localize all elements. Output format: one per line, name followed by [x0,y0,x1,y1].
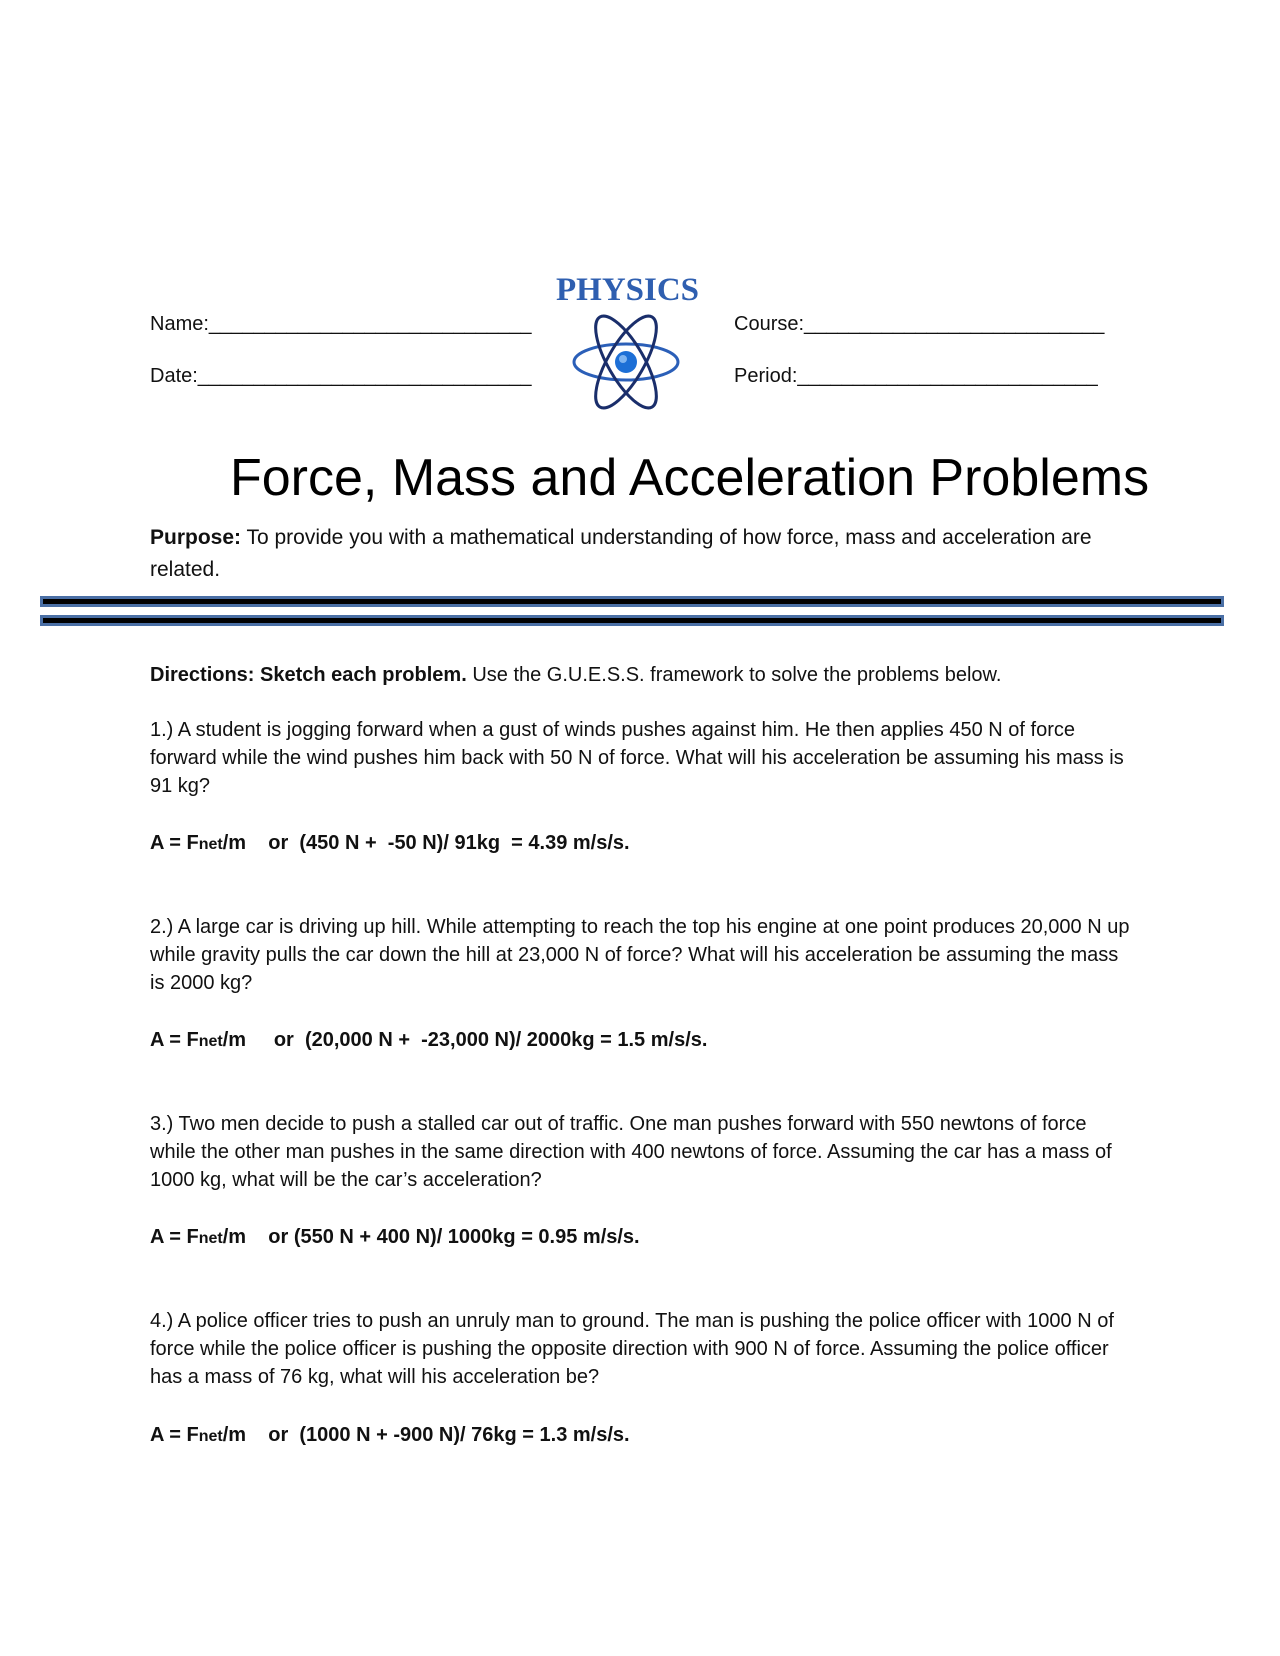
answer-prefix: A = F [150,1226,199,1248]
problem-3-answer [150,1224,640,1252]
directions-label: Directions: Sketch each problem. [150,664,467,686]
page-title: Force, Mass and Acceleration Problems [230,449,1150,507]
problem-3-question: 3.) Two men decide to push a stalled car out of traffic. One man pushes forward with 550 newtons of force while the other man pushes in the same direction with 400 newtons of force. Assuming the car has a mass of 1000 kg, what will be the car’s acceleration? [150,1113,1112,1191]
problem-2-answer [150,1027,707,1055]
date-field[interactable]: Date:______________________________ [150,365,532,387]
answer-sub: net [198,836,223,853]
problem-4-question: 4.) A police officer tries to push an unruly man to ground. The man is pushing the police officer with 1000 N of force while the police officer is pushing the opposite direction with 900 N of force. Assuming the police officer has a mass of 76 kg, what will his acceleration be? [150,1310,1114,1388]
name-field[interactable]: Name:_____________________________ [150,313,532,335]
answer-sub: net [198,1033,223,1050]
purpose-text: To provide you with a mathematical understanding of how force, mass and acceleration are related. [150,526,1092,581]
physics-logo [556,272,700,422]
answer-sub: net [198,1428,223,1445]
atom-icon [570,306,682,418]
period-field[interactable]: Period:___________________________ [734,365,1098,387]
purpose-label: Purpose: [150,526,242,549]
answer-rest: /m or (1000 N + -900 N)/ 76kg = 1.3 m/s/s. [222,1424,630,1446]
course-field[interactable]: Course:___________________________ [734,313,1105,335]
answer-sub: net [198,1230,223,1247]
answer-rest: /m or (20,000 N + -23,000 N)/ 2000kg = 1.5 m/s/s. [222,1029,708,1051]
problem-1-question: 1.) A student is jogging forward when a gust of winds pushes against him. He then applies 450 N of force forward while the wind pushes him back with 50 N of force. What will his acceleration be assuming his mass is 91 kg? [150,719,1124,797]
directions [150,662,1001,688]
answer-rest: /m or (550 N + 400 N)/ 1000kg = 0.95 m/s/s. [222,1226,640,1248]
divider-top [40,596,1224,607]
directions-text: Use the G.U.E.S.S. framework to solve the problems below. [466,664,1002,686]
logo-text: PHYSICS [556,272,700,308]
divider-bottom [40,615,1224,626]
answer-prefix: A = F [150,832,199,854]
answer-prefix: A = F [150,1424,199,1446]
problem-4-answer [150,1422,630,1450]
problem-1-answer [150,830,630,858]
purpose-paragraph [150,522,1120,586]
answer-prefix: A = F [150,1029,199,1051]
answer-rest: /m or (450 N + -50 N)/ 91kg = 4.39 m/s/s. [222,832,630,854]
problem-2-question: 2.) A large car is driving up hill. While attempting to reach the top his engine at one point produces 20,000 N up while gravity pulls the car down the hill at 23,000 N of force? What will his acceleration be assuming the mass is 2000 kg? [150,916,1130,994]
